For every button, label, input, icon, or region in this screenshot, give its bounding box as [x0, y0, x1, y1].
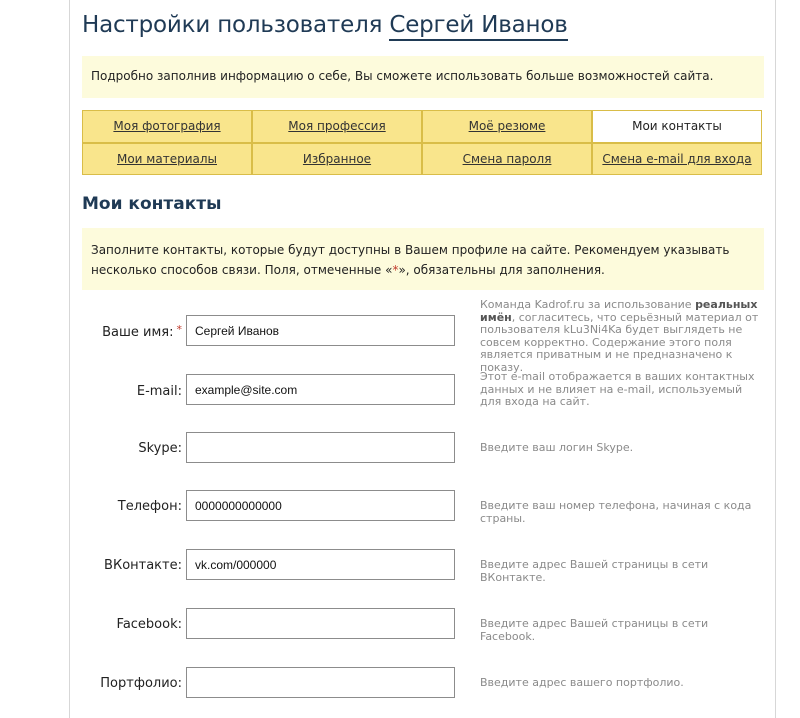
- phone-hint: Введите ваш номер телефона, начиная с кода страны.: [480, 499, 752, 525]
- intro-notice: Подробно заполнив информацию о себе, Вы сможете использовать больше возможностей сайта.: [82, 56, 764, 98]
- skype-label: Skype:: [138, 441, 182, 456]
- user-name-link[interactable]: Сергей Иванов: [389, 12, 567, 41]
- name-hint-before: Команда Kadrof.ru за использование: [480, 298, 696, 311]
- required-mark: *: [176, 323, 182, 336]
- name-label-text: Ваше имя:: [102, 325, 174, 340]
- page-title: [82, 12, 568, 38]
- field-row-phone: [82, 490, 772, 524]
- phone-label: Телефон:: [117, 499, 182, 514]
- skype-hint: Введите ваш логин Skype.: [480, 441, 634, 454]
- right-divider: [775, 0, 776, 718]
- skype-input[interactable]: [186, 432, 455, 463]
- field-row-name: [82, 298, 772, 374]
- email-input[interactable]: [186, 374, 455, 405]
- section-title: Мои контакты: [82, 194, 222, 214]
- name-input[interactable]: [186, 315, 455, 346]
- facebook-input[interactable]: [186, 608, 455, 639]
- contacts-notice-asterisk: *: [392, 263, 399, 277]
- tab-my-contacts[interactable]: Мои контакты: [592, 110, 762, 143]
- facebook-label: Facebook:: [116, 617, 182, 632]
- field-row-email: [82, 371, 772, 411]
- settings-tabs: [82, 110, 762, 175]
- contacts-notice-text-before: Заполните контакты, которые будут доступны в Вашем профиле на сайте. Рекомендуем указывать несколько способов связи. Поля, отмеченные «: [91, 243, 730, 277]
- contacts-notice-text-after: », обязательны для заполнения.: [398, 263, 605, 277]
- tab-my-materials[interactable]: Мои материалы: [82, 143, 252, 176]
- name-hint-bold: реальных имён: [480, 298, 758, 324]
- email-label: E-mail:: [136, 384, 182, 399]
- left-divider: [69, 0, 70, 718]
- facebook-hint: Введите адрес Вашей страницы в сети Facebook.: [480, 617, 709, 643]
- tab-change-login-email[interactable]: Смена e-mail для входа: [592, 143, 762, 176]
- portfolio-label: Портфолио:: [100, 676, 182, 691]
- vk-hint: Введите адрес Вашей страницы в сети ВКонтакте.: [480, 558, 709, 584]
- vk-input[interactable]: [186, 549, 455, 580]
- field-row-facebook: [82, 608, 772, 642]
- phone-input[interactable]: [186, 490, 455, 521]
- tab-my-resume[interactable]: Моё резюме: [422, 110, 592, 143]
- name-hint: [480, 299, 764, 374]
- email-hint: Этот e-mail отображается в ваших контактных данных и не влияет на e-mail, используемый для входа на сайт.: [480, 370, 755, 408]
- field-row-vk: [82, 549, 772, 583]
- field-row-portfolio: [82, 667, 772, 701]
- portfolio-hint: Введите адрес вашего портфолио.: [480, 676, 684, 689]
- tab-change-password[interactable]: Смена пароля: [422, 143, 592, 176]
- tab-favorites[interactable]: Избранное: [252, 143, 422, 176]
- tab-my-photo[interactable]: Моя фотография: [82, 110, 252, 143]
- portfolio-input[interactable]: [186, 667, 455, 698]
- field-row-skype: [82, 432, 772, 466]
- vk-label: ВКонтакте:: [104, 558, 182, 573]
- page-title-prefix: Настройки пользователя: [82, 12, 383, 38]
- contacts-notice: [82, 228, 764, 290]
- name-label: [102, 325, 182, 340]
- tab-my-profession[interactable]: Моя профессия: [252, 110, 422, 143]
- name-hint-after: , согласитесь, что серьёзный материал от пользователя kLu3Ni4Ka будет выглядеть не совсем корректно. Содержание этого поля является приватным и не предназначено к показу.: [480, 310, 759, 374]
